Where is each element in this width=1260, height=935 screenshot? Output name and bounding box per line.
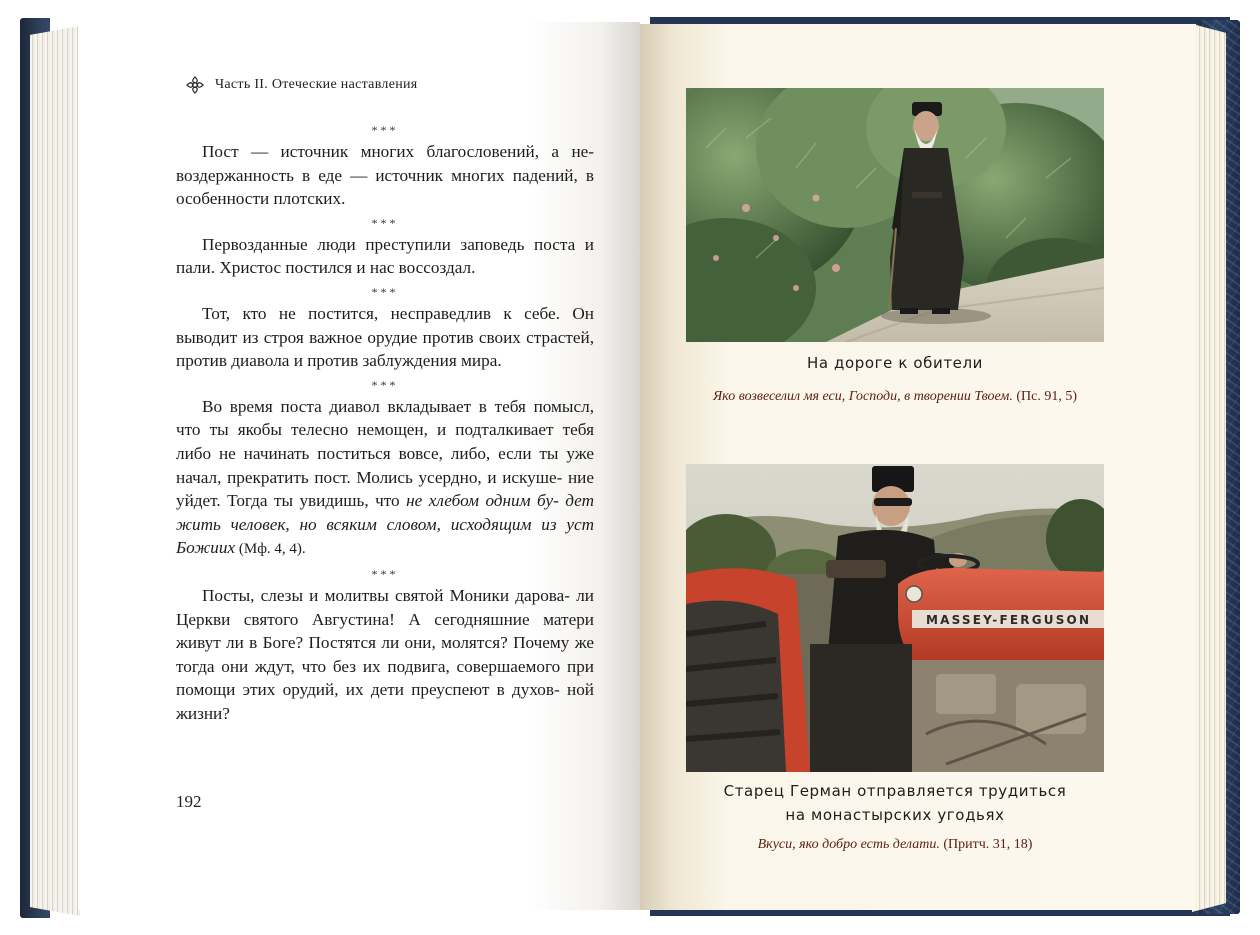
ornament-icon <box>185 75 205 95</box>
paragraph-1: Пост — источник многих благословений, а не- воздержанность в еде — источник многих падений, в особенности плотских. <box>176 142 594 209</box>
monk-on-road-illustration <box>686 88 1104 342</box>
paragraph-5: Посты, слезы и молитвы святой Моники дарова- ли Церкви святого Августина! А сегодняшние матери живут ли в Боге? Постятся ли они, молятся? Почему же тогда они ждут, что без их подвига, совершаемого при помощи этих орудий, их дети преуспеют в духов- ной жизни? <box>176 585 594 723</box>
photo2-verse-reference: (Притч. 31, 18) <box>943 837 1033 852</box>
section-separator: *** <box>371 215 399 230</box>
section-separator: *** <box>371 377 399 392</box>
photo2-verse-text: Вкуси, яко добро есть делати. <box>757 837 940 852</box>
paragraph-3: Тот, кто не постится, несправедлив к себе. Он выводит из строя важное орудие против своих страстей, против диавола и против заблуждения мира. <box>176 303 594 371</box>
page-number: 192 <box>176 792 202 811</box>
photo1-verse <box>686 386 1104 407</box>
scripture-reference: (Мф. 4, 4). <box>235 541 306 558</box>
page-edges-left <box>30 26 80 916</box>
section-separator: *** <box>371 123 399 137</box>
main-text-column <box>176 118 594 725</box>
photo1-verse-text: Яко возвеселил мя еси, Господи, в творении Твоем. <box>712 389 1013 404</box>
monk-on-tractor-photo <box>686 464 1104 772</box>
paragraph-4 <box>176 395 594 562</box>
paragraph-4-text: Во время поста диавол вкладывает в тебя помысл, что ты якобы телесно немощен, и подталкивает тебя либо не начинать поститься вовсе, либо, если ты уже начал, прекратить пост. Молись усердно, и искуше- ние уйдет. Тогда ты увидишь, что <box>176 396 594 511</box>
photo2-title-line1: Старец Герман отправляется трудиться <box>723 782 1067 800</box>
photo1-title: На дороге к обители <box>806 354 984 372</box>
photo2-title-line2: на монастырских угодьях <box>785 806 1005 824</box>
monk-on-road-photo <box>686 88 1104 342</box>
monk-on-tractor-illustration <box>686 464 1104 772</box>
running-head <box>185 74 418 96</box>
section-separator: *** <box>371 566 399 581</box>
scripture-quote: не хлебом одним бу- дет жить человек, но всяким словом, исходящим из уст Божиих <box>176 491 594 558</box>
running-head-text: Часть II. Отеческие наставления <box>215 77 418 92</box>
photo2-verse <box>686 834 1104 855</box>
paragraph-2: Первозданные люди преступили заповедь поста и пали. Христос постился и нас воссоздал. <box>176 234 594 278</box>
page-edges-right <box>1192 24 1226 912</box>
tractor-label: MASSEY-FERGUSON <box>926 613 1092 627</box>
section-separator: *** <box>371 284 399 299</box>
photo1-verse-reference: (Пс. 91, 5) <box>1016 389 1077 404</box>
